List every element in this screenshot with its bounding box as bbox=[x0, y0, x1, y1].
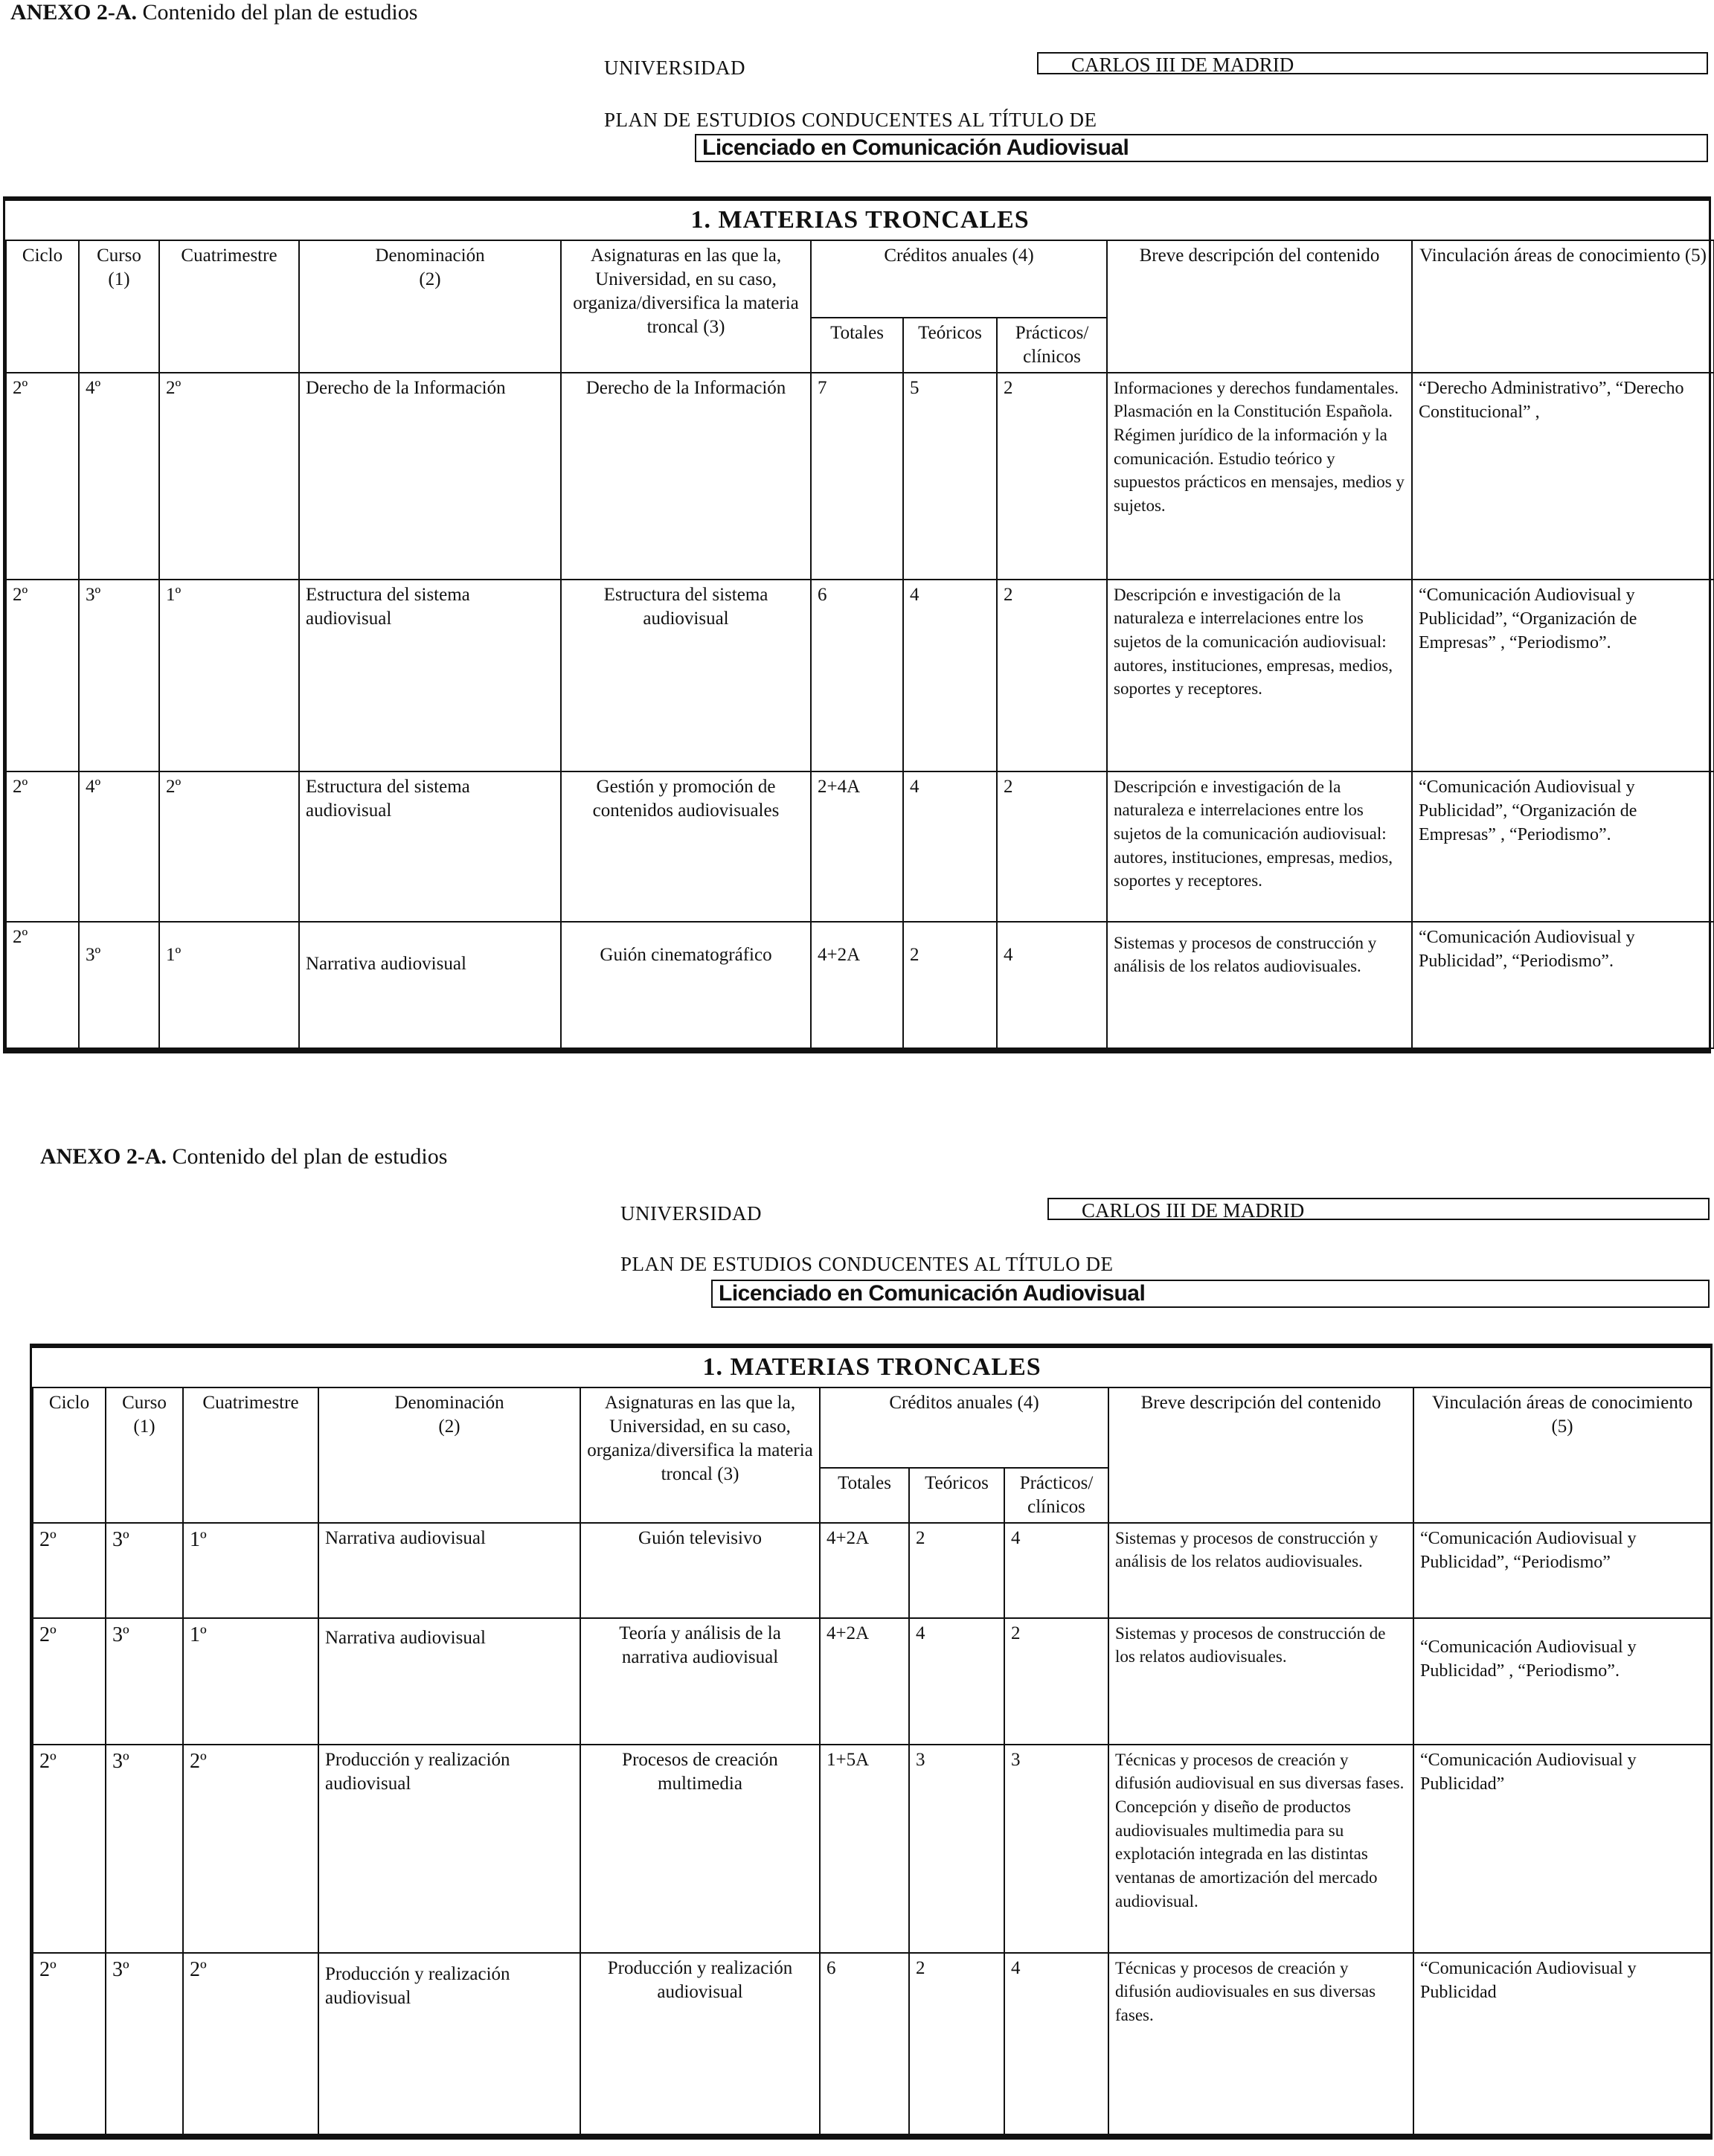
materias-table bbox=[5, 201, 1714, 1049]
cell-asignatura: Guión televisivo bbox=[580, 1523, 820, 1618]
cell-cuatrimestre: 1º bbox=[183, 1523, 318, 1618]
universidad-label: UNIVERSIDAD bbox=[620, 1202, 762, 1225]
cell-vinculacion: “Comunicación Audiovisual y Publicidad”, “Periodismo” bbox=[1413, 1523, 1711, 1618]
cell-ciclo: 2º bbox=[33, 1618, 106, 1745]
cell-descripcion: Sistemas y procesos de construcción de los relatos audiovisuales. bbox=[1108, 1618, 1413, 1745]
cell-practicos: 3 bbox=[1004, 1745, 1108, 1953]
cell-denominacion: Derecho de la Información bbox=[299, 373, 561, 580]
annex-subtitle: Contenido del plan de estudios bbox=[167, 1144, 448, 1169]
cell-ciclo: 2º bbox=[33, 1745, 106, 1953]
header-curso-label: Curso bbox=[97, 245, 141, 266]
header-cuatrimestre: Cuatrimestre bbox=[159, 240, 299, 373]
universidad-value-box: CARLOS III DE MADRID bbox=[1047, 1198, 1710, 1220]
cell-teoricos: 4 bbox=[903, 771, 997, 922]
cell-totales: 6 bbox=[820, 1953, 909, 2134]
materias-table-frame bbox=[3, 196, 1711, 1053]
cell-ciclo: 2º bbox=[33, 1953, 106, 2134]
cell-teoricos: 3 bbox=[909, 1745, 1004, 1953]
cell-ciclo: 2º bbox=[6, 373, 79, 580]
cell-cuatrimestre: 1º bbox=[159, 580, 299, 771]
cell-teoricos: 4 bbox=[903, 580, 997, 771]
cell-cuatrimestre: 2º bbox=[183, 1745, 318, 1953]
materias-table-frame bbox=[30, 1344, 1713, 2140]
cell-asignatura: Derecho de la Información bbox=[561, 373, 811, 580]
cell-curso: 3º bbox=[79, 922, 159, 1048]
cell-denominacion: Narrativa audiovisual bbox=[299, 922, 561, 1048]
header-ciclo: Ciclo bbox=[33, 1387, 106, 1523]
header-denominacion-note: (2) bbox=[438, 1416, 460, 1437]
degree-title-box: Licenciado en Comunicación Audiovisual bbox=[711, 1280, 1710, 1308]
header-practicos: Prácticos/ clínicos bbox=[997, 318, 1107, 373]
table-row bbox=[6, 771, 1714, 922]
cell-ciclo: 2º bbox=[6, 922, 79, 1048]
materias-table bbox=[32, 1348, 1712, 2135]
cell-vinculacion: “Comunicación Audiovisual y Publicidad bbox=[1413, 1953, 1711, 2134]
cell-practicos: 2 bbox=[997, 771, 1107, 922]
cell-practicos: 4 bbox=[1004, 1953, 1108, 2134]
header-asignaturas: Asignaturas en las que la, Universidad, en su caso, organiza/diversifica la materia troncal (3) bbox=[580, 1387, 820, 1523]
cell-teoricos: 5 bbox=[903, 373, 997, 580]
header-creditos: Créditos anuales (4) bbox=[811, 240, 1107, 318]
cell-denominacion: Producción y realización audiovisual bbox=[318, 1745, 580, 1953]
cell-cuatrimestre: 2º bbox=[183, 1953, 318, 2134]
cell-asignatura: Procesos de creación multimedia bbox=[580, 1745, 820, 1953]
cell-curso: 3º bbox=[106, 1745, 183, 1953]
cell-descripcion: Técnicas y procesos de creación y difusión audiovisual en sus diversas fases. Concepción y diseño de productos audiovisuales multimedia para su explotación integrada en las distintas ventanas de amortización del mercado audiovisual. bbox=[1108, 1745, 1413, 1953]
cell-denominacion: Producción y realización audiovisual bbox=[318, 1953, 580, 2134]
cell-vinculacion: “Comunicación Audiovisual y Publicidad”, “Periodismo”. bbox=[1412, 922, 1714, 1048]
header-cuatrimestre: Cuatrimestre bbox=[183, 1387, 318, 1523]
cell-teoricos: 4 bbox=[909, 1618, 1004, 1745]
cell-asignatura: Estructura del sistema audiovisual bbox=[561, 580, 811, 771]
cell-totales: 6 bbox=[811, 580, 903, 771]
cell-denominacion: Estructura del sistema audiovisual bbox=[299, 580, 561, 771]
header-descripcion: Breve descripción del contenido bbox=[1107, 240, 1412, 373]
header-teoricos: Teóricos bbox=[909, 1468, 1004, 1523]
annex-heading bbox=[10, 0, 417, 25]
header-totales: Totales bbox=[820, 1468, 909, 1523]
cell-denominacion: Narrativa audiovisual bbox=[318, 1618, 580, 1745]
cell-teoricos: 2 bbox=[909, 1953, 1004, 2134]
header-practicos: Prácticos/ clínicos bbox=[1004, 1468, 1108, 1523]
header-denominacion-note: (2) bbox=[419, 269, 441, 289]
cell-curso: 3º bbox=[106, 1618, 183, 1745]
cell-ciclo: 2º bbox=[6, 580, 79, 771]
cell-vinculacion: “Derecho Administrativo”, “Derecho Constitucional” , bbox=[1412, 373, 1714, 580]
cell-teoricos: 2 bbox=[909, 1523, 1004, 1618]
cell-totales: 1+5A bbox=[820, 1745, 909, 1953]
cell-cuatrimestre: 2º bbox=[159, 373, 299, 580]
header-curso bbox=[106, 1387, 183, 1523]
cell-totales: 2+4A bbox=[811, 771, 903, 922]
cell-denominacion: Estructura del sistema audiovisual bbox=[299, 771, 561, 922]
cell-ciclo: 2º bbox=[6, 771, 79, 922]
universidad-value-box: CARLOS III DE MADRID bbox=[1037, 52, 1708, 74]
section-title: 1. MATERIAS TRONCALES bbox=[33, 1348, 1711, 1387]
header-curso-note: (1) bbox=[133, 1416, 155, 1437]
table-row bbox=[6, 580, 1714, 771]
table-row bbox=[33, 1953, 1711, 2134]
cell-vinculacion: “Comunicación Audiovisual y Publicidad” bbox=[1413, 1745, 1711, 1953]
cell-descripcion: Descripción e investigación de la naturaleza e interrelaciones entre los sujetos de la comunicación audiovisual: autores, instituciones, empresas, medios, soportes y receptores. bbox=[1107, 771, 1412, 922]
annex-subtitle: Contenido del plan de estudios bbox=[137, 0, 418, 25]
header-denominacion bbox=[299, 240, 561, 373]
cell-descripcion: Sistemas y procesos de construcción y análisis de los relatos audiovisuales. bbox=[1108, 1523, 1413, 1618]
header-curso-note: (1) bbox=[108, 269, 130, 289]
section-title: 1. MATERIAS TRONCALES bbox=[6, 201, 1714, 240]
cell-totales: 7 bbox=[811, 373, 903, 580]
cell-vinculacion: “Comunicación Audiovisual y Publicidad” , “Periodismo”. bbox=[1413, 1618, 1711, 1745]
cell-totales: 4+2A bbox=[820, 1523, 909, 1618]
header-denominacion-label: Denominación bbox=[394, 1392, 504, 1413]
cell-curso: 4º bbox=[79, 771, 159, 922]
cell-cuatrimestre: 1º bbox=[159, 922, 299, 1048]
cell-denominacion: Narrativa audiovisual bbox=[318, 1523, 580, 1618]
cell-descripcion: Descripción e investigación de la naturaleza e interrelaciones entre los sujetos de la comunicación audiovisual: autores, instituciones, empresas, medios, soportes y receptores. bbox=[1107, 580, 1412, 771]
table-row bbox=[6, 373, 1714, 580]
header-curso bbox=[79, 240, 159, 373]
header-vinculacion: Vinculación áreas de conocimiento (5) bbox=[1412, 240, 1714, 373]
cell-descripcion: Técnicas y procesos de creación y difusión audiovisuales en sus diversas fases. bbox=[1108, 1953, 1413, 2134]
cell-practicos: 2 bbox=[997, 373, 1107, 580]
header-creditos: Créditos anuales (4) bbox=[820, 1387, 1108, 1468]
cell-descripcion: Informaciones y derechos fundamentales. Plasmación en la Constitución Española. Régimen jurídico de la información y la comunicación. Estudio teórico y supuestos prácticos en mensajes, medios y sujetos. bbox=[1107, 373, 1412, 580]
cell-descripcion: Sistemas y procesos de construcción y análisis de los relatos audiovisuales. bbox=[1107, 922, 1412, 1048]
cell-asignatura: Guión cinematográfico bbox=[561, 922, 811, 1048]
universidad-label: UNIVERSIDAD bbox=[604, 57, 745, 79]
header-denominacion bbox=[318, 1387, 580, 1523]
header-teoricos: Teóricos bbox=[903, 318, 997, 373]
cell-vinculacion: “Comunicación Audiovisual y Publicidad”, “Organización de Empresas” , “Periodismo”. bbox=[1412, 771, 1714, 922]
cell-totales: 4+2A bbox=[811, 922, 903, 1048]
plan-label: PLAN DE ESTUDIOS CONDUCENTES AL TÍTULO DE bbox=[604, 109, 1097, 131]
header-curso-label: Curso bbox=[122, 1392, 167, 1413]
cell-vinculacion: “Comunicación Audiovisual y Publicidad”, “Organización de Empresas” , “Periodismo”. bbox=[1412, 580, 1714, 771]
cell-asignatura: Producción y realización audiovisual bbox=[580, 1953, 820, 2134]
header-descripcion: Breve descripción del contenido bbox=[1108, 1387, 1413, 1523]
cell-ciclo: 2º bbox=[33, 1523, 106, 1618]
cell-curso: 3º bbox=[106, 1953, 183, 2134]
cell-practicos: 2 bbox=[1004, 1618, 1108, 1745]
cell-curso: 4º bbox=[79, 373, 159, 580]
table-row bbox=[33, 1523, 1711, 1618]
cell-teoricos: 2 bbox=[903, 922, 997, 1048]
header-totales: Totales bbox=[811, 318, 903, 373]
table-row bbox=[33, 1618, 1711, 1745]
cell-practicos: 4 bbox=[1004, 1523, 1108, 1618]
plan-label: PLAN DE ESTUDIOS CONDUCENTES AL TÍTULO DE bbox=[620, 1253, 1114, 1275]
header-ciclo: Ciclo bbox=[6, 240, 79, 373]
degree-title-box: Licenciado en Comunicación Audiovisual bbox=[695, 134, 1708, 162]
cell-asignatura: Gestión y promoción de contenidos audiovisuales bbox=[561, 771, 811, 922]
table-row bbox=[33, 1745, 1711, 1953]
annex-label: ANEXO 2-A. bbox=[40, 1144, 167, 1169]
annex-label: ANEXO 2-A. bbox=[10, 0, 137, 25]
cell-cuatrimestre: 1º bbox=[183, 1618, 318, 1745]
header-denominacion-label: Denominación bbox=[375, 245, 485, 266]
cell-totales: 4+2A bbox=[820, 1618, 909, 1745]
cell-asignatura: Teoría y análisis de la narrativa audiovisual bbox=[580, 1618, 820, 1745]
cell-cuatrimestre: 2º bbox=[159, 771, 299, 922]
header-asignaturas: Asignaturas en las que la, Universidad, en su caso, organiza/diversifica la materia troncal (3) bbox=[561, 240, 811, 373]
table-row bbox=[6, 922, 1714, 1048]
cell-curso: 3º bbox=[106, 1523, 183, 1618]
cell-curso: 3º bbox=[79, 580, 159, 771]
header-vinculacion: Vinculación áreas de conocimiento (5) bbox=[1413, 1387, 1711, 1523]
annex-heading bbox=[40, 1144, 447, 1170]
cell-practicos: 2 bbox=[997, 580, 1107, 771]
cell-practicos: 4 bbox=[997, 922, 1107, 1048]
